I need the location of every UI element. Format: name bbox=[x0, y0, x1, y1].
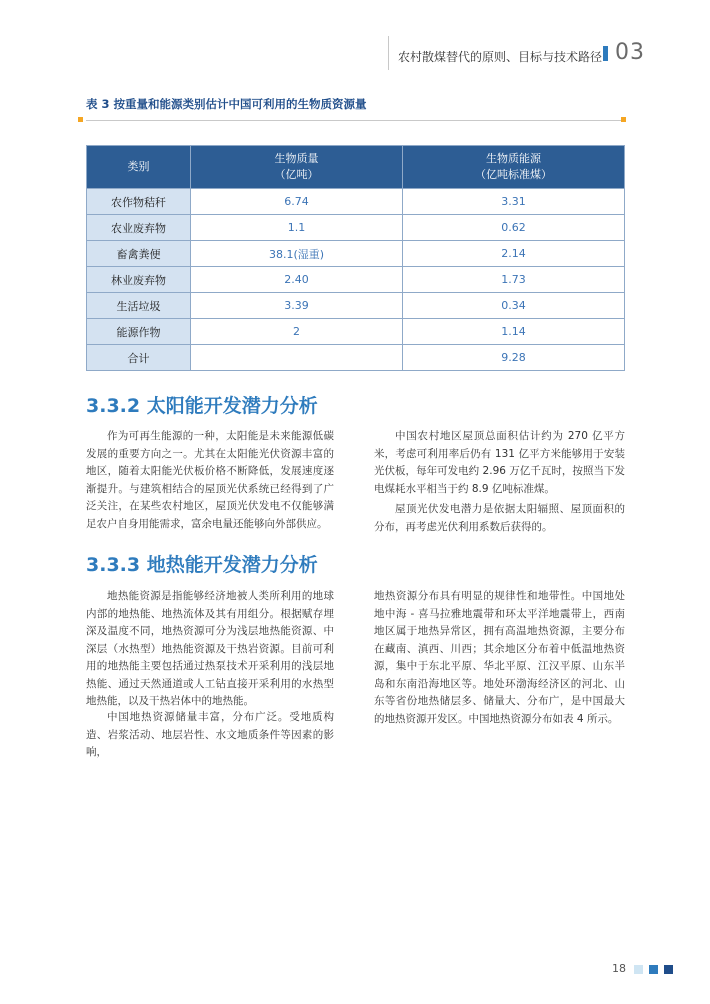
row-mass: 38.1(湿重) bbox=[191, 241, 403, 267]
caption-rule-left-dot bbox=[78, 117, 83, 122]
section-332-left-paragraph: 作为可再生能源的一种，太阳能是未来能源低碳发展的重要方向之一。尤其在太阳能光伏资源丰富的地区，随着太阳能光伏板价格不断降低，发展速度逐渐提升。与建筑相结合的屋顶光伏系统已经得到了广泛关注，在某些农村地区，屋顶光伏发电不仅能够满足农户自身用能需求，富余电量还能够向外部供应。 bbox=[86, 430, 334, 530]
section-333-right-paragraph: 地热资源分布具有明显的规律性和地带性。中国地处地中海 - 喜马拉雅地震带和环太平洋地震带上，西南地区属于地热异常区，拥有高温地热资源，主要分布在藏南、滇西、川西；其余地区分布着中低温地热资源，集中于东北平原、华北平原、江汉平原、山东半岛和东南沿海地区等。地处环渤海经济区的河北、山东等省份地热储层多、储量大、分布广，是中国最大的地热资源开发区。中国地热资源分布如表 4 所示。 bbox=[374, 590, 625, 725]
row-category: 畜禽粪便 bbox=[87, 241, 191, 267]
footer-square-light bbox=[634, 965, 643, 974]
row-energy: 0.62 bbox=[403, 215, 625, 241]
header-energy: 生物质能源 （亿吨标准煤） bbox=[403, 146, 625, 189]
section-333-title: 3.3.3 地热能开发潜力分析 bbox=[86, 554, 318, 576]
caption-rule-right-dot bbox=[621, 117, 626, 122]
table-total-row bbox=[87, 345, 625, 371]
row-category: 农作物秸秆 bbox=[87, 189, 191, 215]
section-333-left-paragraph-1: 地热能资源是指能够经济地被人类所利用的地球内部的地热能、地热流体及其有用组分。根据赋存埋深及温度不同，地热资源可分为浅层地热能资源、中深层（水热型）地热能资源及干热岩资源。目前可利用的地热能主要包括通过热泵技术开采利用的浅层地热能、通过天然通道或人工钻直接开采利用的水热型地热能，以及干热岩体中的地热能。 bbox=[86, 590, 334, 707]
row-category: 生活垃圾 bbox=[87, 293, 191, 319]
table-row bbox=[87, 215, 625, 241]
header-category: 类别 bbox=[87, 146, 191, 189]
chapter-title: 农村散煤替代的原则、目标与技术路径 bbox=[398, 50, 603, 64]
caption-rule bbox=[86, 120, 624, 121]
header-divider bbox=[388, 36, 389, 70]
header-mass: 生物质量 （亿吨） bbox=[191, 146, 403, 189]
section-333-left-paragraph-2: 中国地热资源储量丰富，分布广泛。受地质构造、岩浆活动、地层岩性、水文地质条件等因素的影响， bbox=[86, 711, 334, 758]
row-energy: 3.31 bbox=[403, 189, 625, 215]
section-332-title: 3.3.2 太阳能开发潜力分析 bbox=[86, 395, 318, 417]
section-332-right-paragraph-1: 中国农村地区屋顶总面积估计约为 270 亿平方米，考虑可利用率后仍有 131 亿平方米能够用于安装光伏板，每年可发电约 2.96 万亿千瓦时，按照当下发电煤耗水平相当于约 8.9 亿吨标准煤。 bbox=[374, 430, 625, 495]
row-mass: 1.1 bbox=[191, 215, 403, 241]
table-row bbox=[87, 267, 625, 293]
total-label: 合计 bbox=[87, 345, 191, 371]
row-mass: 6.74 bbox=[191, 189, 403, 215]
total-mass bbox=[191, 345, 403, 371]
table-row bbox=[87, 241, 625, 267]
row-energy: 1.73 bbox=[403, 267, 625, 293]
row-mass: 2 bbox=[191, 319, 403, 345]
row-mass: 3.39 bbox=[191, 293, 403, 319]
table-caption: 表 3 按重量和能源类别估计中国可利用的生物质资源量 bbox=[86, 97, 367, 111]
table-row bbox=[87, 189, 625, 215]
page-number: 18 bbox=[612, 962, 626, 975]
row-energy: 2.14 bbox=[403, 241, 625, 267]
row-mass: 2.40 bbox=[191, 267, 403, 293]
row-energy: 1.14 bbox=[403, 319, 625, 345]
row-energy: 0.34 bbox=[403, 293, 625, 319]
table-row bbox=[87, 293, 625, 319]
table-header-row bbox=[87, 146, 625, 189]
total-energy: 9.28 bbox=[403, 345, 625, 371]
table-row bbox=[87, 319, 625, 345]
row-category: 林业废弃物 bbox=[87, 267, 191, 293]
row-category: 农业废弃物 bbox=[87, 215, 191, 241]
chapter-accent-bar bbox=[603, 46, 608, 61]
footer-square-dark bbox=[664, 965, 673, 974]
footer-square-mid bbox=[649, 965, 658, 974]
chapter-number: 03 bbox=[615, 40, 645, 65]
biomass-table bbox=[86, 145, 625, 371]
section-332-right-paragraph-2: 屋顶光伏发电潜力是依据太阳辐照、屋顶面积的分布，再考虑光伏利用系数后获得的。 bbox=[374, 503, 625, 533]
row-category: 能源作物 bbox=[87, 319, 191, 345]
